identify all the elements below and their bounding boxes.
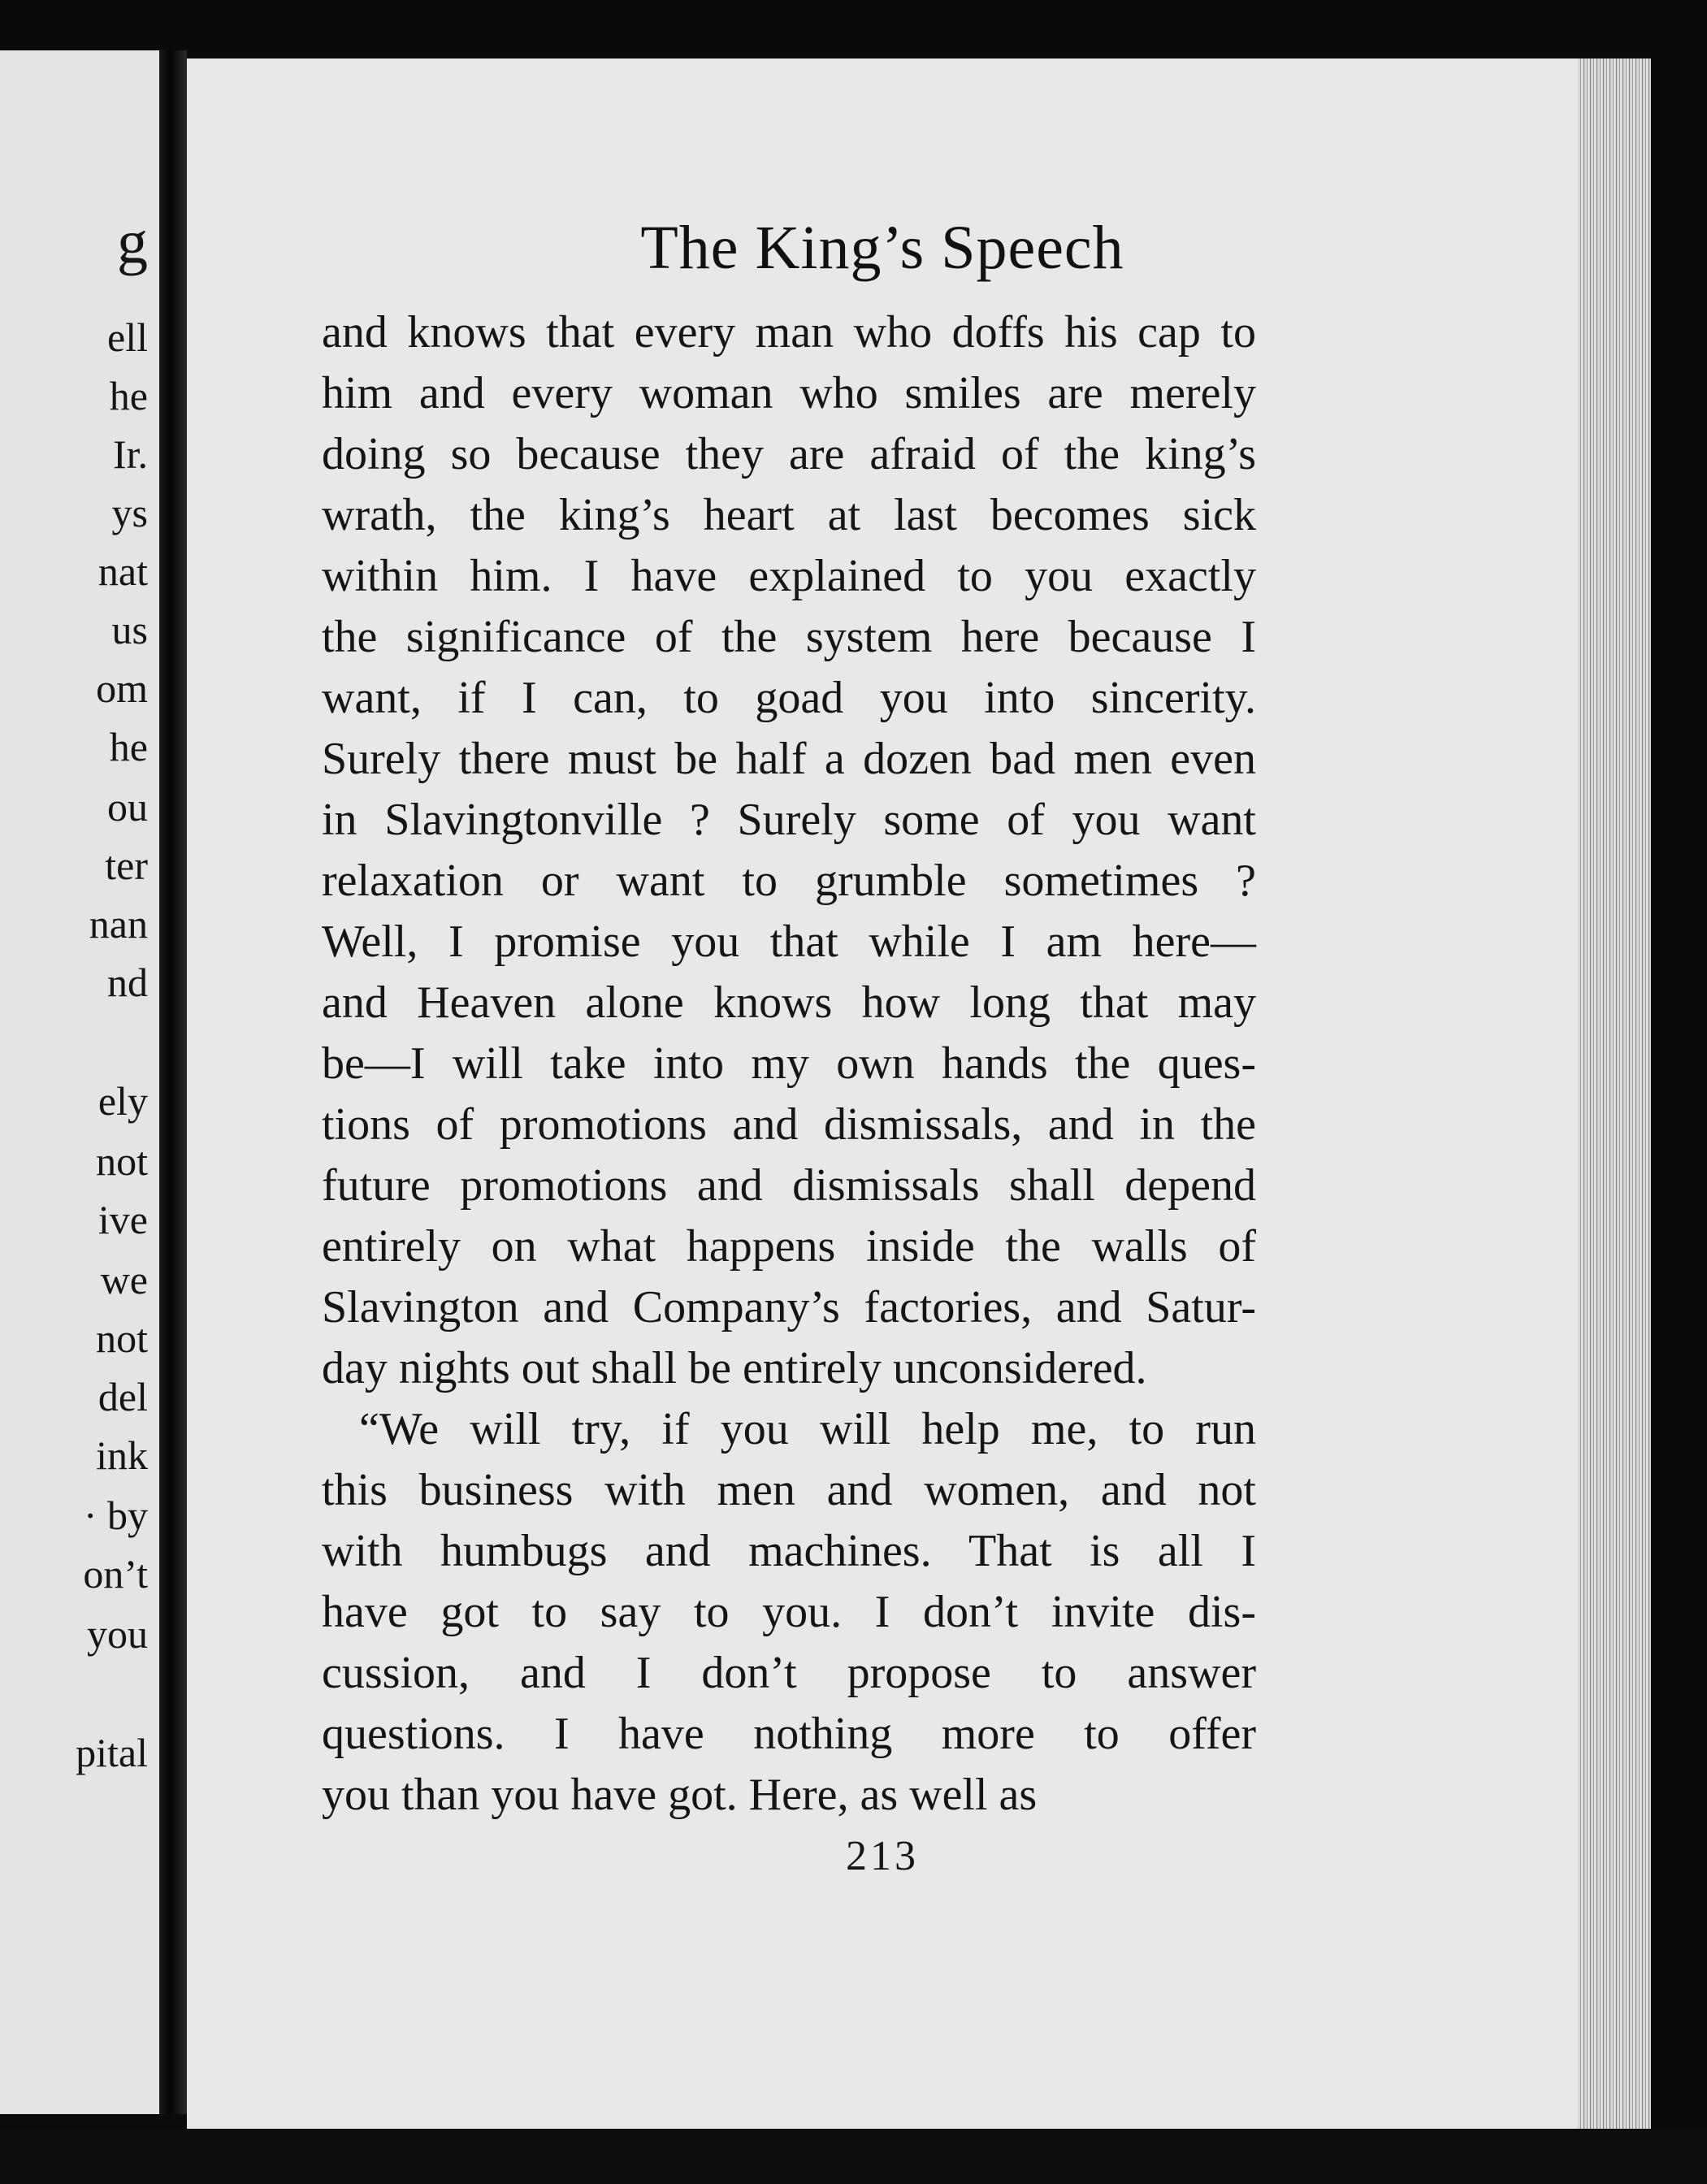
facing-page-fragment: del (97, 1374, 148, 1419)
body-line: and knows that every man who doffs his cap to (322, 307, 1256, 358)
facing-page-fragment: he (109, 724, 148, 769)
facing-page-fragment: he (109, 373, 148, 418)
facing-page-fragment: not (96, 1315, 148, 1361)
body-line: within him. I have explained to you exactly (322, 551, 1256, 601)
body-line: in Slavingtonville ? Surely some of you want (322, 795, 1256, 845)
body-line: entirely on what happens inside the walls of (322, 1221, 1256, 1272)
facing-page-fragment: · by (83, 1493, 148, 1538)
facing-page-fragment: ter (105, 843, 148, 888)
facing-page-fragment: Ir. (112, 431, 148, 477)
body-line: with humbugs and machines. That is all I (322, 1526, 1256, 1576)
body-line: the significance of the system here because I (322, 612, 1256, 662)
facing-page-fragment: we (100, 1257, 148, 1302)
running-head: The King’s Speech (640, 214, 1124, 282)
body-line: wrath, the king’s heart at last becomes sick (322, 490, 1256, 540)
body-line: want, if I can, to goad you into sincerity. (322, 673, 1256, 723)
facing-page-fragment: us (111, 607, 148, 652)
body-line: tions of promotions and dismissals, and in the (322, 1099, 1256, 1150)
facing-page-fragment: you (87, 1611, 148, 1657)
body-text (322, 302, 1256, 1826)
facing-page-fragment: on’t (83, 1551, 148, 1597)
page-number: 213 (846, 1833, 919, 1879)
facing-page-fragment: nd (107, 960, 148, 1005)
body-line: Well, I promise you that while I am here— (322, 916, 1256, 967)
facing-page-fragment: ive (97, 1197, 148, 1242)
body-line: you than you have got. Here, as well as (322, 1770, 1038, 1820)
scan-right-border (1651, 50, 1707, 2184)
facing-page-fragment: ely (97, 1078, 148, 1124)
facing-page-fragment: pital (76, 1730, 148, 1775)
facing-page-fragment: not (96, 1138, 148, 1184)
body-line: doing so because they are afraid of the king’s (322, 429, 1256, 479)
body-line: day nights out shall be entirely unconsidered. (322, 1343, 1147, 1393)
body-line: be—I will take into my own hands the ques- (322, 1038, 1256, 1089)
body-line: “We will try, if you will help me, to run (359, 1404, 1256, 1454)
facing-page-fragment: nan (89, 901, 148, 947)
facing-page-fragment: g (117, 208, 148, 276)
body-line: and Heaven alone knows how long that may (322, 977, 1256, 1028)
body-line: this business with men and women, and not (322, 1465, 1256, 1515)
body-line: Surely there must be half a dozen bad men even (322, 734, 1256, 784)
scan-top-border (0, 0, 1707, 50)
facing-page-fragment: nat (97, 548, 148, 594)
body-line: have got to say to you. I don’t invite dis- (322, 1587, 1256, 1637)
facing-page-fragment: ell (107, 314, 148, 360)
scan-bottom-border (0, 2129, 1707, 2184)
facing-page-fragment: ou (107, 784, 148, 830)
body-line: questions. I have nothing more to offer (322, 1709, 1256, 1759)
body-line: future promotions and dismissals shall depend (322, 1160, 1256, 1211)
body-line: relaxation or want to grumble sometimes ? (322, 856, 1256, 906)
body-line: cussion, and I don’t propose to answer (322, 1648, 1256, 1698)
facing-page-fragment: ink (96, 1432, 148, 1478)
book-gutter (159, 50, 187, 2114)
page-edges (1578, 58, 1651, 2129)
facing-page (0, 50, 159, 2114)
facing-page-fragment: ys (111, 490, 148, 535)
body-line: Slavington and Company’s factories, and Satur- (322, 1282, 1256, 1332)
body-line: him and every woman who smiles are merely (322, 368, 1256, 418)
facing-page-fragment: om (96, 665, 148, 711)
